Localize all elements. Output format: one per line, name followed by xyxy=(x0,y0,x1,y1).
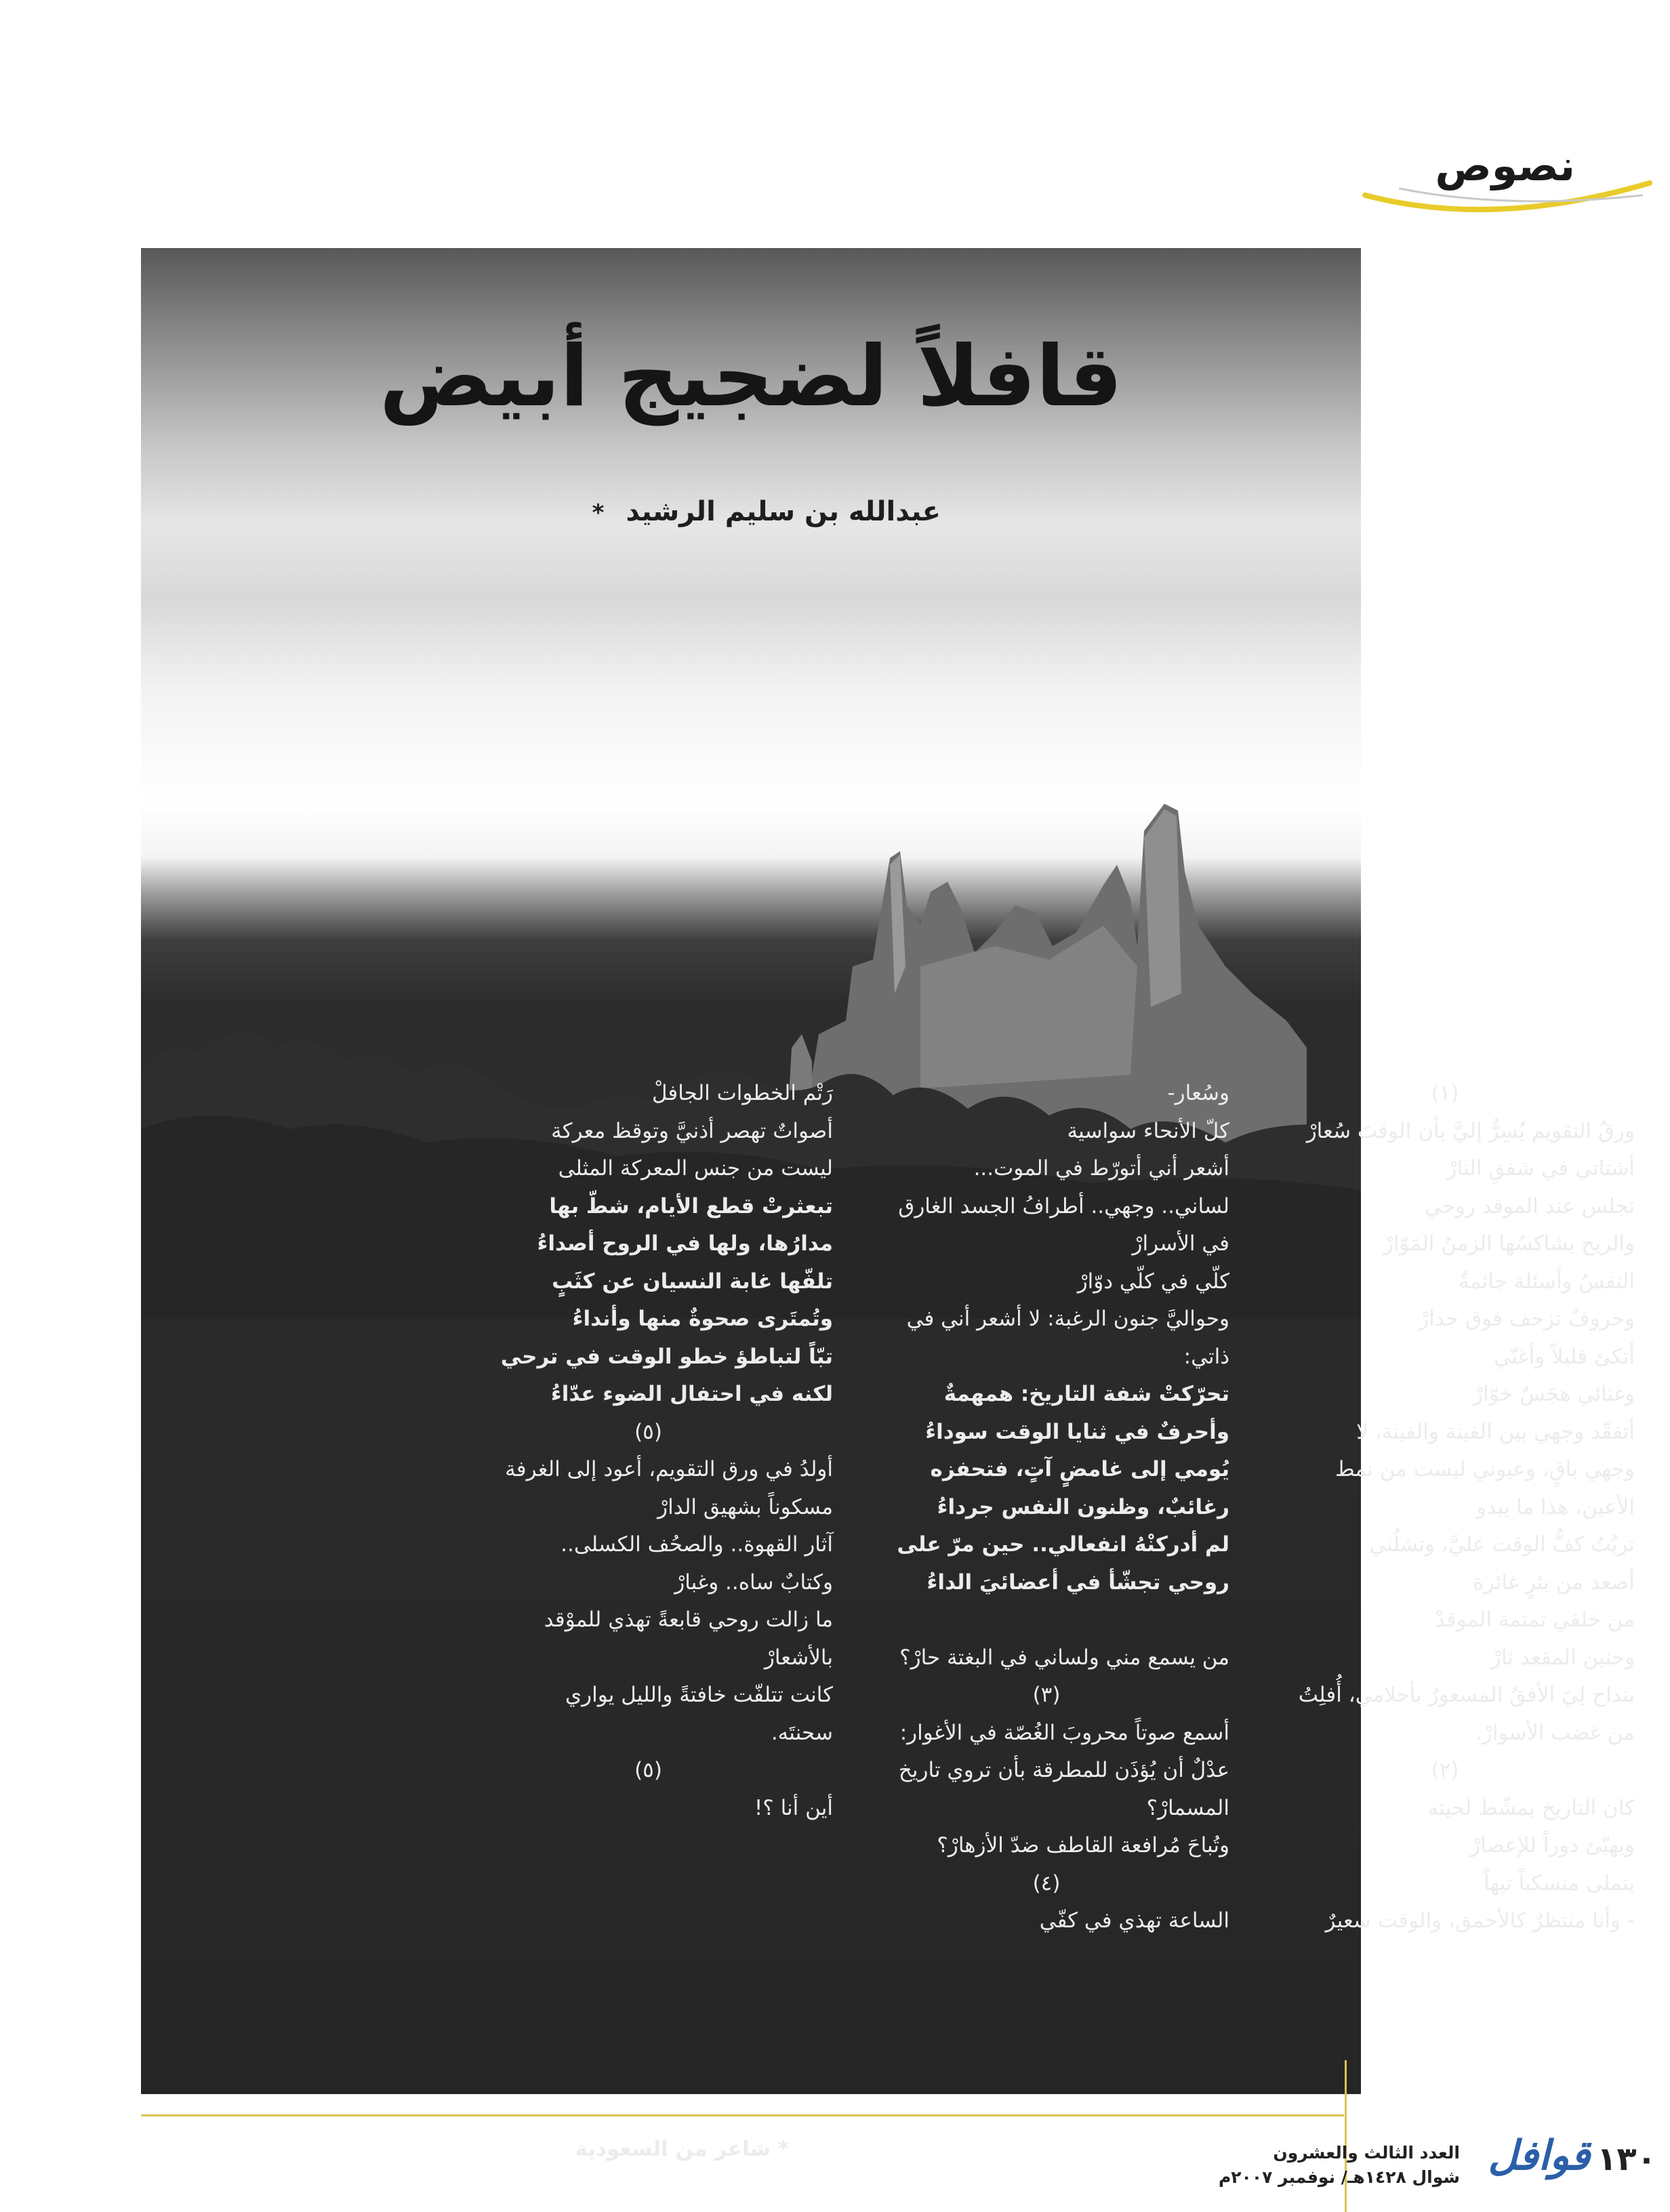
poem-line: وسُعار- xyxy=(1167,1081,1229,1105)
poem-line: ينداح لِيَ الأفقُ المسعورُ بأحلامي، أُفلِتُ xyxy=(1298,1683,1635,1707)
poem-line: ويهيّئ دوراً للإعصارْ xyxy=(1470,1833,1635,1858)
poem-line: تبّاً لتباطؤ خطو الوقت في ترحي xyxy=(500,1344,833,1369)
footer-rule xyxy=(141,2114,1344,2116)
poem-line: وأحرفٌ في ثنايا الوقت سوداءُ xyxy=(925,1419,1229,1444)
poem-line: تحرّكتْ شفة التاريخ: همهمةٌ xyxy=(943,1382,1229,1406)
poem-line: يُومي إلى غامضٍ آتٍ، فتحفزه xyxy=(930,1457,1229,1481)
poem-line: وحنين المقعد ثارْ xyxy=(1490,1645,1635,1670)
poem-line: يتملى منسكباً تيهاً xyxy=(1484,1870,1635,1896)
poem-line: مسكوناً بشهيق الدارْ xyxy=(657,1494,833,1519)
poem-line: أشعر أني أتورّط في الموت... xyxy=(973,1156,1229,1181)
poem-line: مدارُها، ولها في الروح أصداءُ xyxy=(537,1231,833,1256)
poem-line: (٥) xyxy=(634,1758,662,1782)
poem-line: لم أدركنْهُ انفعالي.. حين مرّ على xyxy=(897,1532,1229,1557)
poem-line: ليست من جنس المعركة المثلى xyxy=(558,1156,833,1181)
poem-line: (٥) xyxy=(634,1419,662,1444)
poem-line: وكتابٌ ساه.. وغبارْ xyxy=(674,1570,833,1595)
poem-line: تبعثرتْ قطع الأيام، شطّ بها xyxy=(549,1193,833,1218)
poem-line: في الأسرارْ xyxy=(1132,1231,1229,1256)
poem-line: أصواتٌ تهصر أذنيَّ وتوقظ معركة xyxy=(551,1118,833,1143)
poem-line: رغائبٌ، وظنون النفس جرداءُ xyxy=(937,1494,1229,1519)
poem-line: وغنائي هجَسٌ خوّارْ xyxy=(1473,1382,1635,1406)
poem-line: من خلفي تمتمة الموقدْ xyxy=(1435,1607,1635,1632)
poem-column-left xyxy=(464,1075,833,1827)
poem-line: الساعة تهذي في كفّي xyxy=(1039,1908,1229,1933)
poem-line: وحواليَّ جنون الرغبة: لا أشعر أني في xyxy=(906,1307,1229,1331)
poem-line: ما زالت روحي قابعةً تهذي للموْقد xyxy=(544,1607,833,1632)
author-byline xyxy=(592,496,941,527)
poem-line: تجلس عند الموقد روحي xyxy=(1424,1193,1635,1218)
article-title: قافلاً لضجيج أبيض xyxy=(379,328,1123,426)
poem-line: وتُباحَ مُرافعة القاطف ضدّ الأزهارْ؟ xyxy=(937,1833,1229,1858)
poem-line: رَتْم الخطوات الجافلْ xyxy=(651,1081,833,1105)
poem-line: آثار القهوة.. والصحُف الكسلى.. xyxy=(561,1532,833,1557)
poem-line: أشتاتي في شفقِ النارْ xyxy=(1446,1156,1635,1181)
poem-line: لساني.. وجهي.. أطرافُ الجسد الغارق xyxy=(898,1193,1229,1218)
poem-line: لكنه في احتفال الضوء عدّاءُ xyxy=(550,1382,833,1406)
poem-line: بالأشعارْ xyxy=(764,1645,833,1670)
poem-line: الأعين، هذا ما يبدو xyxy=(1476,1494,1635,1519)
poem-line: أصعد من بئرٍ غائرة xyxy=(1473,1570,1635,1595)
poem-line: كلّي في كلّي دوّارْ xyxy=(1077,1269,1229,1294)
poem-column-right xyxy=(1255,1075,1635,1940)
poem-line: أولدُ في ورق التقويم، أعود إلى الغرفة xyxy=(505,1457,833,1481)
poem-line: والريح يشاكسُها الزمنُ المَوّارْ xyxy=(1383,1231,1635,1256)
poem-line: النفسُ وأسئلة جاثمةٌ xyxy=(1459,1269,1635,1294)
footer-divider xyxy=(1345,2060,1347,2212)
poem-line: من يسمع مني ولساني في البغتة حارْ؟ xyxy=(899,1645,1229,1670)
poem-line: (٣) xyxy=(1032,1683,1061,1707)
issue-info: العدد الثالث والعشرون xyxy=(1273,2143,1460,2163)
poem-line: كلّ الأنحاء سواسية xyxy=(1067,1118,1229,1143)
poem-line: أسمع صوتاً محروبَ الغُصّة في الأغوار: xyxy=(899,1720,1229,1745)
author-footnote-mark: * xyxy=(592,499,605,527)
poem-line: سحنتَه. xyxy=(771,1720,833,1745)
poem-line: وتُمتَرى صحوةٌ منها وأنداءُ xyxy=(572,1307,833,1331)
poem-line: المسمارْ؟ xyxy=(1146,1795,1229,1820)
poem-line: ورقُ التقويم يُسِرُّ إليَّ بأن الوقتَ سُعارْ xyxy=(1306,1118,1635,1143)
poem-line: وحروفٌ تزحف فوق جدارْ xyxy=(1419,1307,1635,1331)
poem-line xyxy=(863,1601,1229,1639)
author-footnote: * شاعر من السعودية xyxy=(575,2137,789,2161)
poem-line: (٢) xyxy=(1431,1758,1459,1782)
poem-line: أتفقّد وجهي بين الفينة والفينة، لا xyxy=(1356,1419,1635,1444)
poem-line: كانت تتلفّت خافتةً والليل يواري xyxy=(565,1683,833,1707)
page-number: ١٣٠ xyxy=(1597,2140,1656,2178)
poem-line: (٤) xyxy=(1032,1870,1061,1896)
poem-line: (١) xyxy=(1431,1081,1459,1105)
swoosh-decoration-icon xyxy=(1358,168,1656,222)
poem-line: - وأنا منتظرٌ كالأحمق، والوقت سعيرٌ xyxy=(1325,1908,1635,1933)
issue-date: شوال ١٤٢٨هـ/ نوفمبر ٢٠٠٧م xyxy=(1218,2167,1460,2187)
author-name: عبدالله بن سليم الرشيد xyxy=(626,496,941,527)
poem-line: روحي تجشّأ في أعضائيَ الداءُ xyxy=(926,1570,1229,1595)
poem-line: أين أنا ؟! xyxy=(754,1795,833,1820)
poem-line: أتكئ قليلاً وأغنّي xyxy=(1494,1344,1635,1369)
poem-line: ذاتي: xyxy=(1183,1344,1229,1369)
magazine-logo: قوافل xyxy=(1488,2132,1590,2179)
poem-line: عدْلٌ أن يُؤذَن للمطرقة بأن تروي تاريخ xyxy=(898,1758,1229,1782)
section-label: نصوص xyxy=(1435,141,1575,190)
poem-line: تلفّها غابة النسيان عن كثَبٍ xyxy=(552,1269,833,1294)
poem-line: من غضب الأسوارْ. xyxy=(1475,1720,1635,1745)
poem-column-middle xyxy=(863,1075,1229,1940)
poem-line: تربُتُ كفُّ الوقت عليَّ، وتشلُني xyxy=(1369,1532,1635,1557)
poem-line: وجهي باقٍ، وعيوني ليست من نمط xyxy=(1335,1457,1635,1481)
poem-line: كان التاريخ يمشّط لحيته xyxy=(1427,1795,1635,1820)
